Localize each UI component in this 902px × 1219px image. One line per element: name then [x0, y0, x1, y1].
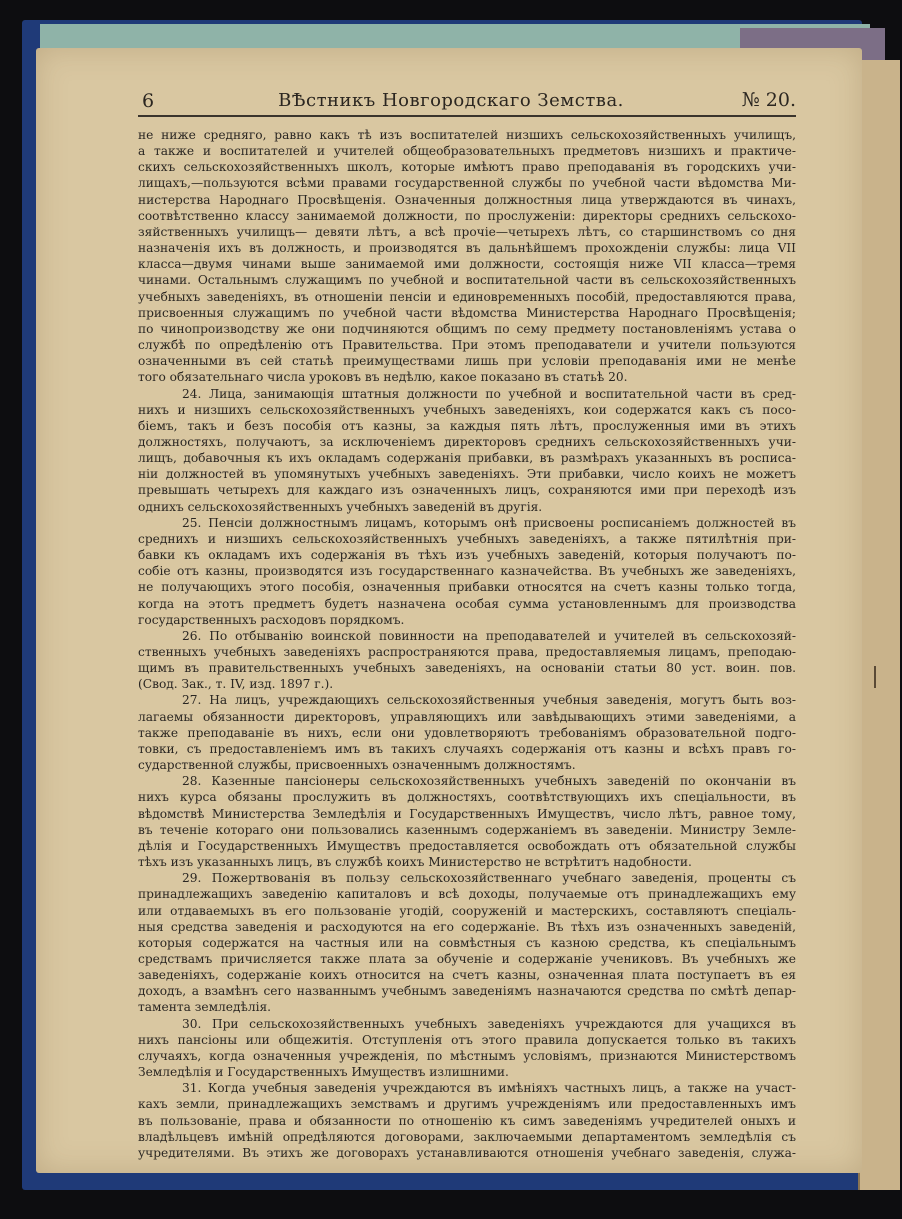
text-line: когда на этотъ предметъ будетъ назначена особая сумма установленнымъ для производства	[138, 596, 796, 611]
text-line: въ теченіе котораго они пользовались казеннымъ содержаніемъ въ заведеніи. Министру Земле-	[138, 822, 796, 837]
text-line: средствамъ причисляется также плата за обученіе и содержаніе учениковъ. Въ учебныхъ же	[138, 951, 796, 966]
text-line: тѣхъ изъ указанныхъ лицъ, въ службѣ коихъ Министерство не встрѣтитъ надобности.	[138, 855, 692, 870]
text-line: владѣльцевъ имѣній опредѣляются договорами, заключаемыми департаментомъ земледѣлія съ	[138, 1129, 796, 1144]
text-line: (Свод. Зак., т. IV, изд. 1897 г.).	[138, 677, 334, 692]
text-line: ныя средства заведенія и расходуются на его содержаніе. Въ тѣхъ изъ означенныхъ заведеній,	[138, 919, 796, 934]
header-rule	[138, 115, 796, 117]
text-line: щимъ въ правительственныхъ учебныхъ заведеніяхъ, на основаніи статьи 80 уст. воин. пов.	[138, 661, 796, 676]
text-line: того обязательнаго числа уроковъ въ недѣлю, какое показано въ статьѣ 20.	[138, 370, 628, 385]
text-line: учебныхъ заведеніяхъ, въ отношеніи пенсіи и единовременныхъ пособій, предоставляются права,	[138, 289, 796, 304]
text-line: среднихъ и низшихъ сельскохозяйственныхъ учебныхъ заведеніяхъ, а также пятилѣтнія при-	[138, 531, 796, 546]
text-line: бавки къ окладамъ ихъ содержанія въ тѣхъ изъ учебныхъ заведеній, которыя получаютъ по-	[138, 548, 796, 563]
text-line: сударственной службы, присвоенныхъ означеннымъ должностямъ.	[138, 758, 576, 773]
text-line: лищахъ,—пользуются всѣми правами государственной службы по учебной части вѣдомства Ми-	[138, 176, 796, 191]
text-line: въ пользованіе, права и обязанности по отношенію къ симъ заведеніямъ учредителей оныхъ и	[138, 1113, 796, 1128]
text-line: нихъ курса обязаны прослужить въ должностяхъ, соотвѣтствующихъ ихъ спеціальности, въ	[138, 790, 796, 805]
page-number: 6	[142, 90, 155, 112]
text-line: службѣ по опредѣленію отъ Правительства. При этомъ преподаватели и учители пользуются	[138, 338, 796, 353]
text-line: лагаемы обязанности директоровъ, управляющихъ или завѣдывающихъ этими заведеніями, а	[138, 709, 796, 724]
text-line: превышать четырехъ для каждаго изъ означенныхъ лицъ, сохраняются ими при переходѣ изъ	[138, 483, 796, 498]
text-line: нистерства Народнаго Просвѣщенія. Означенныя должностныя лица утверждаются въ чинахъ,	[138, 192, 796, 207]
text-line: ственныхъ учебныхъ заведеніяхъ распространяются права, предоставляемыя лицамъ, преподаю-	[138, 645, 796, 659]
text-line: 26. По отбыванію воинской повинности на преподавателей и учителей въ сельскохозяй-	[182, 628, 796, 643]
text-line: нихъ и низшихъ сельскохозяйственныхъ учебныхъ заведеніяхъ, кои содержатся какъ съ посо-	[138, 402, 796, 417]
issue-number: № 20.	[741, 89, 796, 111]
text-line: дѣлія и Государственныхъ Имуществъ предоставляется освобождать отъ обязательной службы	[138, 838, 796, 853]
text-line: чинами. Остальнымъ служащимъ по учебной и воспитательной части въ сельскохозяйственныхъ	[138, 273, 796, 288]
text-line: означенными въ сей статьѣ преимуществами лишь при условіи преподаванія ими не менѣе	[138, 354, 796, 369]
text-line: не получающихъ этого пособія, означенныя прибавки относятся на счетъ казны только тогда,	[138, 580, 796, 595]
text-line: или отдаваемыхъ въ его пользованіе угодій, сооруженій и мастерскихъ, составляютъ спеціаль-	[138, 903, 796, 918]
running-header	[106, 86, 796, 116]
text-line: 29. Пожертвованія въ пользу сельскохозяйственнаго учебнаго заведенія, проценты съ	[182, 871, 796, 886]
text-line: также преподаваніе въ нихъ, если они удовлетворяютъ требованіямъ образовательной подго-	[138, 725, 796, 740]
text-line: учредителями. Въ этихъ же договорахъ устанавливаются отношенія учебнаго заведенія, служа-	[138, 1145, 796, 1160]
text-line: скихъ сельскохозяйственныхъ школъ, которые имѣютъ право преподаванія въ городскихъ учи-	[138, 160, 796, 175]
text-line: 30. При сельскохозяйственныхъ учебныхъ заведеніяхъ учреждаются для учащихся въ	[182, 1016, 796, 1031]
text-line: должностяхъ, получаютъ, за исключеніемъ директоровъ среднихъ сельскохозяйственныхъ учи-	[138, 434, 796, 449]
text-line: соотвѣтственно классу занимаемой должности, по прослуженіи: директоры среднихъ сельскохо-	[138, 208, 796, 223]
text-line: собіе отъ казны, производятся изъ государственнаго казначейства. Въ учебныхъ же заведеніяхъ,	[138, 564, 796, 579]
text-line: заведеніяхъ, содержаніе коихъ относится на счетъ казны, означенная плата поступаетъ въ ея	[138, 968, 796, 983]
text-line: товки, съ предоставленіемъ имъ въ такихъ случаяхъ содержанія отъ казны и всѣхъ правъ го-	[138, 741, 796, 756]
text-line: 28. Казенные пансіонеры сельскохозяйственныхъ учебныхъ заведеній по окончаніи въ	[182, 774, 796, 789]
text-line: случаяхъ, когда означенныя учрежденія, по мѣстнымъ условіямъ, признаются Министерствомъ	[138, 1048, 796, 1063]
text-line: государственныхъ расходовъ порядкомъ.	[138, 612, 405, 627]
text-line: тамента земледѣлія.	[138, 1000, 272, 1015]
text-line: принадлежащихъ заведенію капиталовъ и всѣ доходы, получаемые отъ принадлежащихъ ему	[138, 887, 796, 902]
text-line: 27. На лицъ, учреждающихъ сельскохозяйственныя учебныя заведенія, могутъ быть воз-	[182, 693, 796, 708]
text-line: класса—двумя чинами выше занимаемой ими должности, состоящія ниже VII класса—тремя	[138, 257, 796, 272]
text-line: однихъ сельскохозяйственныхъ учебныхъ заведеній въ другія.	[138, 499, 543, 514]
text-line: зяйственныхъ училищъ— девяти лѣтъ, а всѣ прочіе—четырехъ лѣтъ, со старшинствомъ со дня	[138, 224, 796, 239]
text-line: назначенія ихъ въ должность, и производятся въ дальнѣйшемъ прохожденіи службы: лица VII	[138, 241, 796, 256]
text-line: 24. Лица, занимающія штатныя должности по учебной и воспитательной части въ сред-	[182, 386, 796, 401]
text-line: кахъ земли, принадлежащихъ земствамъ и другимъ учрежденіямъ или предоставленныхъ имъ	[138, 1097, 796, 1112]
text-line: а также и воспитателей и учителей общеобразовательныхъ предметовъ низшихъ и практиче-	[138, 144, 796, 159]
text-line: которыя содержатся на частныя или на совмѣстныя съ казною средства, къ спеціальнымъ	[138, 935, 796, 950]
text-line: 31. Когда учебныя заведенія учреждаются въ имѣніяхъ частныхъ лицъ, а также на участ-	[182, 1081, 796, 1096]
running-title: ВѢстникъ Новгородскаго Земства.	[278, 90, 624, 111]
text-line: ніи должностей въ упомянутыхъ учебныхъ заведеніяхъ. Эти прибавки, число коихъ не можетъ	[138, 467, 796, 482]
facing-page-edge	[858, 60, 900, 1190]
page-edge-mark	[874, 666, 876, 688]
text-line: 25. Пенсіи должностнымъ лицамъ, которымъ онѣ присвоены росписаніемъ должностей въ	[182, 515, 796, 530]
text-line: присвоенныя служащимъ по учебной части вѣдомства Министерства Народнаго Просвѣщенія;	[138, 305, 796, 320]
text-line: не ниже средняго, равно какъ тѣ изъ воспитателей низшихъ сельскохозяйственныхъ училищъ,	[138, 128, 796, 142]
text-line: нихъ пансіоны или общежитія. Отступленія отъ этого правила допускается только въ такихъ	[138, 1032, 796, 1047]
body-text	[138, 127, 796, 1161]
text-line: біемъ, такъ и безъ пособія отъ казны, за каждыя пять лѣтъ, прослуженныя ими въ этихъ	[138, 418, 796, 433]
text-line: Земледѣлія и Государственныхъ Имуществъ излишними.	[138, 1065, 509, 1080]
text-line: по чинопроизводству же они подчиняются общимъ по сему предмету постановленіямъ устава о	[138, 321, 796, 336]
text-line: вѣдомствѣ Министерства Земледѣлія и Государственныхъ Имуществъ, число лѣтъ, равное тому,	[138, 806, 796, 821]
text-line: лищъ, добавочныя къ ихъ окладамъ содержанія прибавки, въ размѣрахъ указанныхъ въ росписа-	[138, 451, 796, 466]
text-line: доходъ, а взамѣнъ сего названнымъ учебнымъ заведеніямъ назначаются средства по смѣтѣ депар-	[138, 984, 796, 999]
